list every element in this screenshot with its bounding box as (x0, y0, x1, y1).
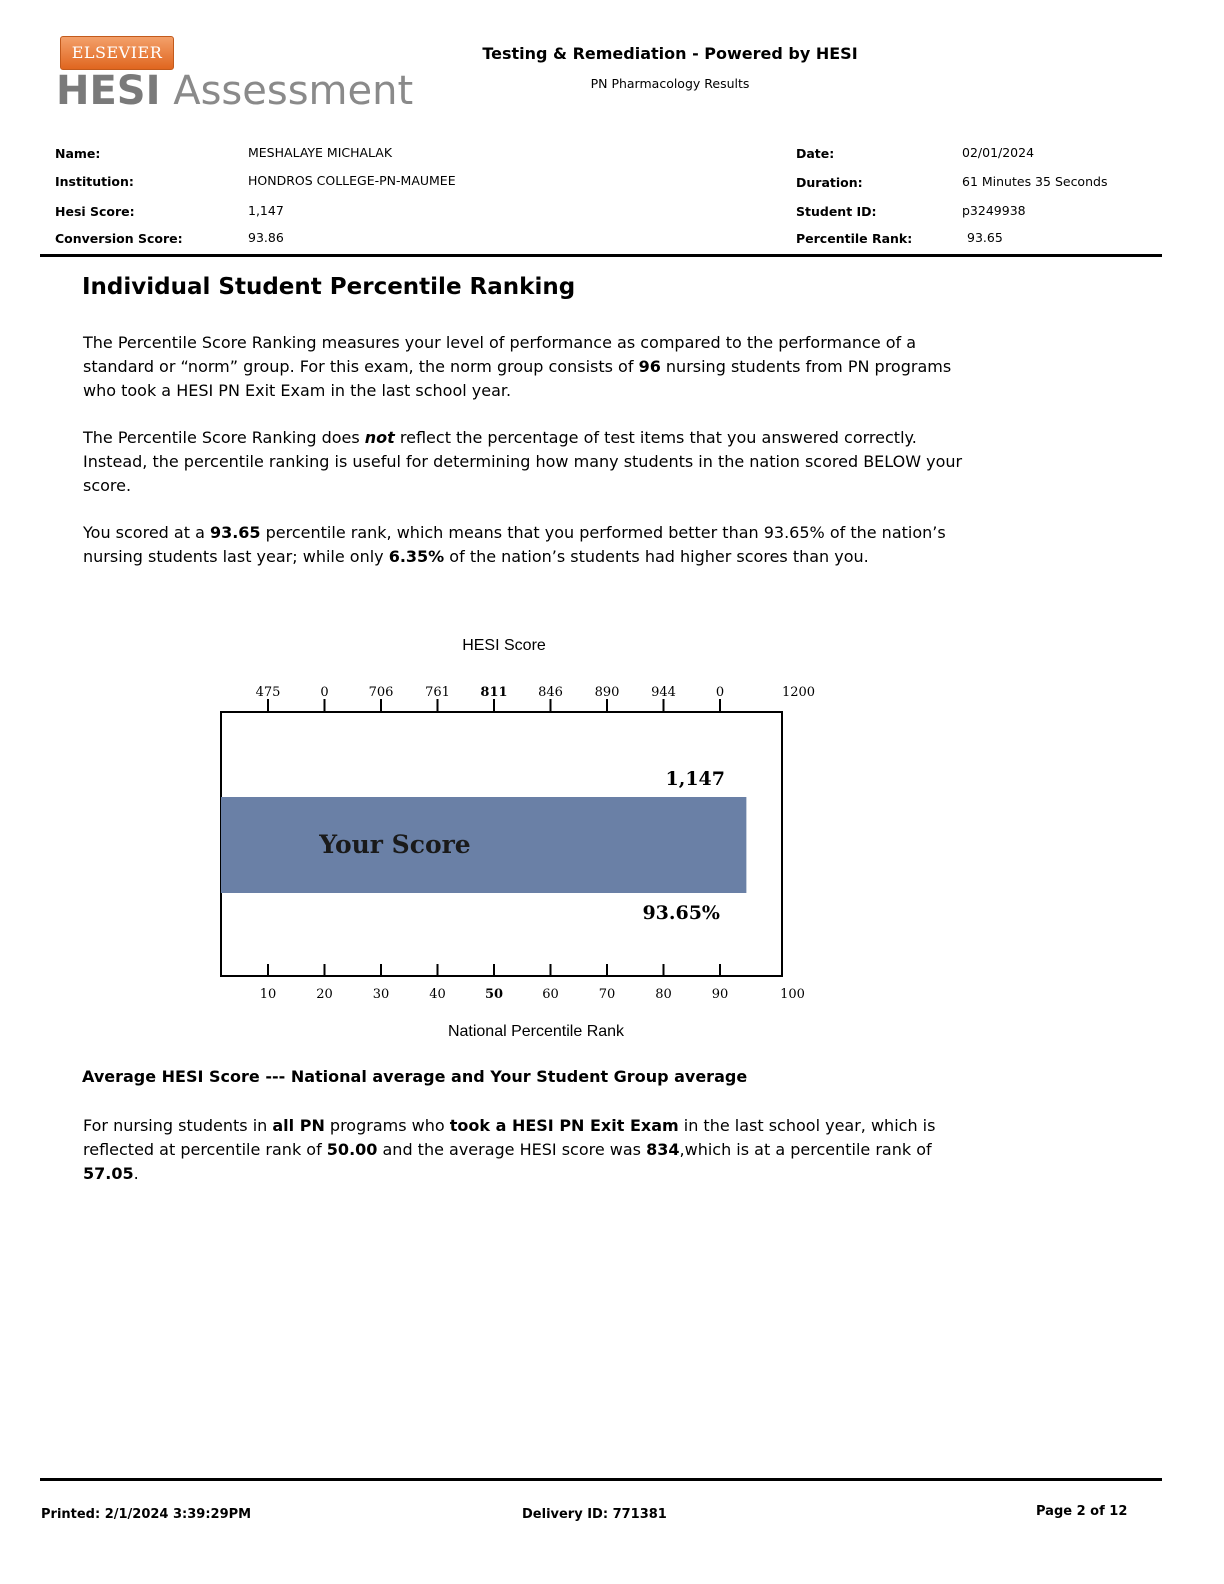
top-tick-label: 0 (320, 685, 329, 700)
paragraph-average (83, 1114, 963, 1186)
footer-divider (40, 1478, 1162, 1481)
duration-label: Duration: (796, 175, 863, 190)
duration-value: 61 Minutes 35 Seconds (962, 174, 1108, 189)
hesi-score-label: Hesi Score: (55, 204, 135, 219)
paragraph-your-rank (83, 521, 963, 569)
date-label: Date: (796, 146, 835, 161)
bottom-tick-label: 60 (542, 987, 559, 1002)
top-tick-label: 846 (538, 685, 563, 700)
bottom-tick-label: 20 (316, 987, 333, 1002)
top-tick-label: 1200 (781, 685, 816, 700)
hesi-word: HESI (56, 68, 161, 114)
p3-text-c: percentile rank, which means that you performed better than 93.65% of the nation’s nursing students last year; while only (83, 523, 946, 566)
p3-rank-value: 93.65 (209, 523, 261, 542)
top-tick-label: 0 (715, 685, 725, 700)
p1-text-c: nursing students from PN programs who took a HESI PN Exit Exam in the last school year. (83, 357, 952, 400)
p2-emphasis-not: not (364, 428, 395, 447)
avg-text-2: programs who (324, 1116, 450, 1135)
avg-text-3: in the last school year, which is reflected at percentile rank of (83, 1116, 936, 1159)
p1-norm-count: 96 (638, 357, 661, 376)
report-header-subtitle: PN Pharmacology Results (590, 76, 750, 91)
hesi-logo (56, 36, 456, 116)
report-header-title: Testing & Remediation - Powered by HESI (482, 44, 858, 63)
top-tick-label: 761 (425, 685, 450, 700)
section-title: Individual Student Percentile Ranking (82, 274, 576, 300)
p3-text-e: of the nation’s students had higher scores than you. (444, 547, 869, 566)
name-label: Name: (55, 146, 101, 161)
percentile-chart-svg (200, 625, 840, 1045)
p1-text-a: The Percentile Score Ranking measures your level of performance as compared to the performance of a standard or “norm” group. For this exam, the norm group consists of (83, 333, 917, 376)
bottom-tick-label: 100 (780, 987, 805, 1002)
bottom-tick-label: 90 (711, 987, 729, 1002)
bottom-tick-label: 70 (598, 987, 616, 1002)
header-divider (40, 254, 1162, 257)
date-value: 02/01/2024 (962, 145, 1035, 160)
bottom-tick-label: 80 (655, 987, 672, 1002)
your-score-bar (221, 797, 746, 893)
paragraph-norm-group (83, 331, 963, 403)
p2-text-c: reflect the percentage of test items that you answered correctly. Instead, the percentile ranking is useful for determining how many students in the nation scored BELOW your score. (83, 428, 963, 495)
percentile-rank-label: Percentile Rank: (796, 231, 913, 246)
institution-value: HONDROS COLLEGE-PN-MAUMEE (248, 173, 456, 188)
bottom-axis (260, 964, 805, 1002)
chart-title: HESI Score (462, 637, 546, 654)
avg-bold-3: 50.00 (326, 1140, 378, 1159)
top-tick-label: 706 (368, 685, 394, 700)
p3-higher-value: 6.35% (388, 547, 445, 566)
top-tick-label: 811 (480, 685, 508, 700)
bottom-tick-label: 50 (484, 987, 504, 1002)
avg-text-6: . (133, 1164, 139, 1183)
assessment-word: Assessment (173, 68, 414, 114)
average-section-title: Average HESI Score --- National average and Your Student Group average (82, 1067, 748, 1086)
top-tick-label: 475 (255, 685, 281, 700)
conversion-score-value: 93.86 (248, 230, 284, 245)
percentile-chart (200, 625, 840, 1045)
hesi-score-value: 1,147 (248, 203, 284, 218)
student-id-value: p3249938 (962, 203, 1026, 218)
your-score-bar-label: Your Score (319, 830, 471, 859)
avg-text-1: For nursing students in (83, 1116, 273, 1135)
score-value-label: 1,147 (665, 768, 725, 790)
top-axis (256, 685, 815, 712)
name-value: MESHALAYE MICHALAK (248, 145, 393, 160)
paragraph-percentile-meaning (83, 426, 963, 498)
percentile-rank-value: 93.65 (967, 230, 1003, 245)
bottom-tick-label: 30 (372, 987, 390, 1002)
chart-x-axis-label: National Percentile Rank (447, 1023, 625, 1040)
delivery-id: Delivery ID: 771381 (522, 1507, 667, 1522)
avg-bold-2: took a HESI PN Exit Exam (449, 1116, 679, 1135)
page-number: Page 2 of 12 (1036, 1504, 1128, 1519)
conversion-score-label: Conversion Score: (55, 231, 183, 246)
p2-text-a: The Percentile Score Ranking does (83, 428, 365, 447)
avg-bold-1: all PN (272, 1116, 325, 1135)
percentile-value-label: 93.65% (642, 902, 720, 924)
elsevier-logo-badge: ELSEVIER (60, 36, 174, 70)
avg-text-5: ,which is at a percentile rank of (679, 1140, 932, 1159)
bottom-tick-label: 40 (429, 987, 446, 1002)
top-tick-label: 944 (651, 685, 676, 700)
avg-text-4: and the average HESI score was (377, 1140, 647, 1159)
hesi-assessment-wordmark (56, 68, 413, 114)
avg-bold-5: 57.05 (83, 1164, 134, 1183)
institution-label: Institution: (55, 174, 134, 189)
bottom-tick-label: 10 (259, 987, 277, 1002)
top-tick-label: 890 (594, 685, 620, 700)
avg-bold-4: 834 (646, 1140, 680, 1159)
student-id-label: Student ID: (796, 204, 877, 219)
p3-text-a: You scored at a (83, 523, 210, 542)
printed-timestamp: Printed: 2/1/2024 3:39:29PM (41, 1507, 252, 1522)
